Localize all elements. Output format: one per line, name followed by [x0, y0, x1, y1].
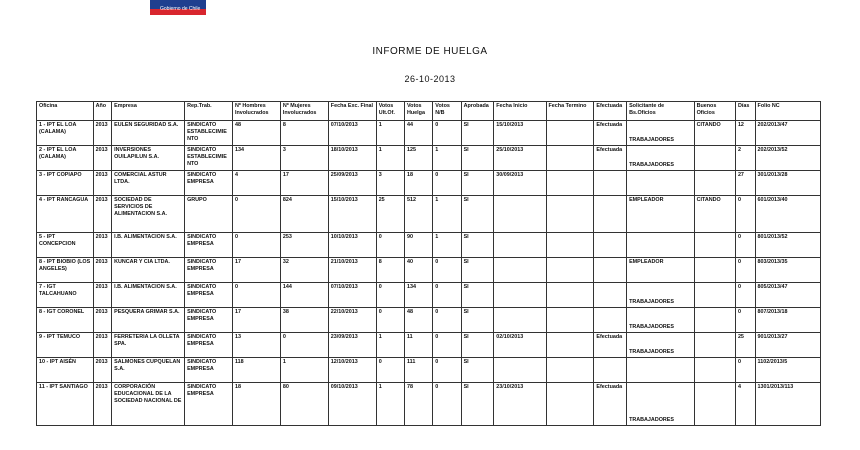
table-cell: 4: [232, 171, 280, 196]
table-cell: 1102/2013/5: [755, 358, 820, 383]
table-cell: SINDICATO EMPRESA: [185, 383, 233, 426]
table-cell: 0: [735, 358, 755, 383]
table-cell: 134: [404, 283, 432, 308]
table-cell: [494, 196, 546, 233]
table-cell: SI: [461, 121, 494, 146]
table-cell: [694, 283, 735, 308]
table-cell: 3: [376, 171, 404, 196]
table-cell: 125: [404, 146, 432, 171]
table-cell: [494, 258, 546, 283]
table-cell: 23/09/2013: [328, 333, 376, 358]
column-header: Nº Mujeres Involucrados: [280, 102, 328, 121]
column-header: Fecha Termino: [546, 102, 594, 121]
table-cell: 8 - IPT BIOBIO (LOS ANGELES): [37, 258, 94, 283]
table-cell: 0: [232, 196, 280, 233]
table-cell: 22/10/2013: [328, 308, 376, 333]
table-cell: Efectuada: [594, 383, 627, 426]
table-cell: [546, 283, 594, 308]
table-cell: 27: [735, 171, 755, 196]
table-cell: 0: [232, 283, 280, 308]
table-cell: 11 - IPT SANTIAGO: [37, 383, 94, 426]
table-cell: [694, 308, 735, 333]
table-cell: SI: [461, 233, 494, 258]
table-cell: 0: [735, 308, 755, 333]
table-cell: 13: [232, 333, 280, 358]
table-cell: 25: [735, 333, 755, 358]
table-cell: SINDICATO EMPRESA: [185, 258, 233, 283]
table-cell: 2013: [93, 196, 112, 233]
table-cell: 2013: [93, 233, 112, 258]
table-cell: [694, 171, 735, 196]
table-cell: TRABAJADORES: [627, 308, 695, 333]
table-cell: 202/2013/52: [755, 146, 820, 171]
table-cell: 7 - IGT TALCAHUANO: [37, 283, 94, 308]
table-cell: 0: [433, 308, 461, 333]
table-cell: 21/10/2013: [328, 258, 376, 283]
table-cell: [694, 233, 735, 258]
table-cell: 111: [404, 358, 432, 383]
table-cell: TRABAJADORES: [627, 333, 695, 358]
table-cell: [546, 146, 594, 171]
table-cell: 0: [232, 233, 280, 258]
table-cell: 0: [433, 333, 461, 358]
column-header: Aprobada: [461, 102, 494, 121]
table-cell: 25/10/2013: [494, 146, 546, 171]
table-cell: SI: [461, 358, 494, 383]
column-header: Fecha Exc. Final: [328, 102, 376, 121]
table-cell: 10/10/2013: [328, 233, 376, 258]
table-cell: SINDICATO EMPRESA: [185, 233, 233, 258]
table-cell: KUNCAR Y CIA LTDA.: [112, 258, 185, 283]
table-cell: [594, 171, 627, 196]
table-cell: 0: [735, 258, 755, 283]
table-cell: EMPLEADOR: [627, 196, 695, 233]
table-cell: 801/2013/52: [755, 233, 820, 258]
table-cell: 44: [404, 121, 432, 146]
table-cell: 2013: [93, 333, 112, 358]
report-title: INFORME DE HUELGA: [372, 46, 488, 57]
table-cell: 4: [735, 383, 755, 426]
table-cell: 807/2013/18: [755, 308, 820, 333]
table-cell: 2013: [93, 383, 112, 426]
table-cell: SINDICATO ESTABLECIMIENTO: [185, 121, 233, 146]
table-cell: [694, 383, 735, 426]
table-row: [37, 258, 821, 283]
column-header: Solicitante de Bs.Oficios: [627, 102, 695, 121]
table-cell: 1: [433, 146, 461, 171]
table-cell: 18/10/2013: [328, 146, 376, 171]
table-cell: [594, 308, 627, 333]
table-cell: SI: [461, 196, 494, 233]
table-cell: CITANDO: [694, 196, 735, 233]
table-cell: 134: [232, 146, 280, 171]
table-cell: SINDICATO EMPRESA: [185, 171, 233, 196]
table-cell: 0: [735, 196, 755, 233]
table-cell: 18: [404, 171, 432, 196]
table-cell: Efectuada: [594, 333, 627, 358]
table-row: [37, 358, 821, 383]
table-row: [37, 233, 821, 258]
table-cell: COMERCIAL ASTUR LTDA.: [112, 171, 185, 196]
table-cell: SALMONES CUPQUELAN S.A.: [112, 358, 185, 383]
table-cell: SI: [461, 283, 494, 308]
table-row: [37, 146, 821, 171]
table-cell: SINDICATO EMPRESA: [185, 308, 233, 333]
table-cell: 144: [280, 283, 328, 308]
table-cell: 601/2013/40: [755, 196, 820, 233]
column-header: Folio NC: [755, 102, 820, 121]
table-cell: 1: [280, 358, 328, 383]
column-header: Votos Huelga: [404, 102, 432, 121]
table-cell: 40: [404, 258, 432, 283]
table-cell: 1: [376, 333, 404, 358]
column-header: Votos N/B: [433, 102, 461, 121]
table-cell: 02/10/2013: [494, 333, 546, 358]
table-cell: 118: [232, 358, 280, 383]
table-cell: SINDICATO EMPRESA: [185, 333, 233, 358]
table-cell: [594, 196, 627, 233]
table-cell: I.B. ALIMENTACION S.A.: [112, 283, 185, 308]
table-row: [37, 283, 821, 308]
table-cell: 0: [735, 283, 755, 308]
table-cell: 8 - IGT CORONEL: [37, 308, 94, 333]
table-row: [37, 383, 821, 426]
table-cell: 0: [280, 333, 328, 358]
table-cell: TRABAJADORES: [627, 383, 695, 426]
table-cell: Efectuada: [594, 121, 627, 146]
table-cell: 11: [404, 333, 432, 358]
table-cell: 202/2013/47: [755, 121, 820, 146]
table-cell: [546, 233, 594, 258]
table-cell: [627, 171, 695, 196]
table-cell: [546, 258, 594, 283]
table-cell: SINDICATO EMPRESA: [185, 283, 233, 308]
table-cell: 17: [232, 308, 280, 333]
table-cell: 4 - IPT RANCAGUA: [37, 196, 94, 233]
table-cell: 25/09/2013: [328, 171, 376, 196]
table-cell: 9 - IPT TEMUCO: [37, 333, 94, 358]
table-cell: Efectuada: [594, 146, 627, 171]
table-cell: 803/2013/35: [755, 258, 820, 283]
table-cell: 2013: [93, 171, 112, 196]
table-cell: 0: [376, 283, 404, 308]
table-cell: PESQUERA GRIMAR S.A.: [112, 308, 185, 333]
table-cell: 0: [433, 383, 461, 426]
column-header: Nº Hombres Involucrados: [232, 102, 280, 121]
table-cell: SI: [461, 333, 494, 358]
strike-report-table: [36, 101, 821, 426]
table-cell: 0: [433, 121, 461, 146]
table-cell: 1301/2013/113: [755, 383, 820, 426]
column-header: Efectuada: [594, 102, 627, 121]
table-cell: CORPORACIÓN EDUCACIONAL DE LA SOCIEDAD NACIONAL DE: [112, 383, 185, 426]
table-cell: [546, 308, 594, 333]
table-cell: 0: [433, 258, 461, 283]
table-cell: 17: [232, 258, 280, 283]
table-cell: 38: [280, 308, 328, 333]
table-cell: 32: [280, 258, 328, 283]
column-header: Empresa: [112, 102, 185, 121]
table-cell: 301/2013/28: [755, 171, 820, 196]
table-cell: 12: [735, 121, 755, 146]
table-cell: 5 - IPT CONCEPCION: [37, 233, 94, 258]
table-cell: [594, 258, 627, 283]
table-cell: 0: [433, 283, 461, 308]
table-cell: 2013: [93, 283, 112, 308]
table-cell: [594, 283, 627, 308]
table-cell: GRUPO: [185, 196, 233, 233]
table-cell: FERRETERIA LA OLLETA SPA.: [112, 333, 185, 358]
table-cell: 0: [735, 233, 755, 258]
table-cell: 901/2013/27: [755, 333, 820, 358]
table-cell: 1: [376, 121, 404, 146]
table-row: [37, 171, 821, 196]
table-cell: 805/2013/47: [755, 283, 820, 308]
table-cell: 3 - IPT COPIAPO: [37, 171, 94, 196]
table-cell: 30/09/2013: [494, 171, 546, 196]
table-cell: 512: [404, 196, 432, 233]
table-cell: 0: [433, 171, 461, 196]
table-cell: 23/10/2013: [494, 383, 546, 426]
table-cell: TRABAJADORES: [627, 146, 695, 171]
table-cell: 2 - IPT EL LOA (CALAMA): [37, 146, 94, 171]
table-cell: [546, 358, 594, 383]
table-cell: 824: [280, 196, 328, 233]
table-cell: [694, 358, 735, 383]
table-cell: 8: [280, 121, 328, 146]
table-cell: [594, 358, 627, 383]
table-cell: SI: [461, 258, 494, 283]
column-header: Fecha Inicio: [494, 102, 546, 121]
table-cell: 25: [376, 196, 404, 233]
table-cell: [694, 146, 735, 171]
report-date: 26-10-2013: [404, 74, 456, 84]
table-cell: 1: [376, 383, 404, 426]
table-cell: SI: [461, 308, 494, 333]
table-cell: 18: [232, 383, 280, 426]
table-cell: 15/10/2013: [494, 121, 546, 146]
table-cell: 90: [404, 233, 432, 258]
table-cell: 15/10/2013: [328, 196, 376, 233]
column-header: Rep.Trab.: [185, 102, 233, 121]
table-cell: 07/10/2013: [328, 121, 376, 146]
table-cell: [694, 333, 735, 358]
table-row: [37, 196, 821, 233]
table-cell: TRABAJADORES: [627, 283, 695, 308]
table-cell: 48: [404, 308, 432, 333]
table-cell: 78: [404, 383, 432, 426]
table-cell: 2013: [93, 308, 112, 333]
table-cell: 09/10/2013: [328, 383, 376, 426]
table-cell: I.B. ALIMENTACION S.A.: [112, 233, 185, 258]
table-cell: 2013: [93, 146, 112, 171]
table-cell: 1: [376, 146, 404, 171]
table-header-row: [37, 102, 821, 121]
table-cell: [494, 308, 546, 333]
table-cell: SI: [461, 146, 494, 171]
table-cell: [546, 333, 594, 358]
table-cell: [694, 258, 735, 283]
table-cell: INVERSIONES OUILAPILUN S.A.: [112, 146, 185, 171]
table-row: [37, 333, 821, 358]
table-cell: [494, 358, 546, 383]
table-cell: 10 - IPT AISÉN: [37, 358, 94, 383]
column-header: Buenos Oficios: [694, 102, 735, 121]
table-cell: [546, 383, 594, 426]
table-cell: [546, 196, 594, 233]
government-logo: [150, 0, 206, 15]
table-cell: [546, 171, 594, 196]
table-cell: TRABAJADORES: [627, 121, 695, 146]
column-header: Votos Ult.Of.: [376, 102, 404, 121]
table-row: [37, 121, 821, 146]
table-cell: EULEN SEGURIDAD S.A.: [112, 121, 185, 146]
table-cell: 48: [232, 121, 280, 146]
table-cell: 07/10/2013: [328, 283, 376, 308]
column-header: Días: [735, 102, 755, 121]
table-cell: 1 - IPT EL LOA (CALAMA): [37, 121, 94, 146]
table-cell: [594, 233, 627, 258]
table-cell: [494, 283, 546, 308]
table-cell: 0: [376, 358, 404, 383]
table-cell: 253: [280, 233, 328, 258]
table-row: [37, 308, 821, 333]
table-cell: [627, 358, 695, 383]
column-header: Año: [93, 102, 112, 121]
table-cell: 0: [376, 308, 404, 333]
column-header: Oficina: [37, 102, 94, 121]
table-cell: EMPLEADOR: [627, 258, 695, 283]
table-cell: SI: [461, 383, 494, 426]
table-cell: SI: [461, 171, 494, 196]
table-cell: 2013: [93, 121, 112, 146]
table-cell: 3: [280, 146, 328, 171]
table-cell: 8: [376, 258, 404, 283]
table-cell: 0: [433, 358, 461, 383]
table-cell: SINDICATO EMPRESA: [185, 358, 233, 383]
table-cell: 1: [433, 196, 461, 233]
table-cell: 0: [376, 233, 404, 258]
table-cell: 2: [735, 146, 755, 171]
table-cell: 1: [433, 233, 461, 258]
table-cell: CITANDO: [694, 121, 735, 146]
table-cell: SOCIEDAD DE SERVICIOS DE ALIMENTACION S.A.: [112, 196, 185, 233]
table-cell: 2013: [93, 258, 112, 283]
table-cell: [494, 233, 546, 258]
table-cell: 12/10/2013: [328, 358, 376, 383]
table-cell: 17: [280, 171, 328, 196]
table-cell: [546, 121, 594, 146]
table-cell: [627, 233, 695, 258]
table-cell: SINDICATO ESTABLECIMIENTO: [185, 146, 233, 171]
logo-text: Gobierno de Chile: [160, 6, 201, 12]
table-cell: 2013: [93, 358, 112, 383]
table-cell: 80: [280, 383, 328, 426]
